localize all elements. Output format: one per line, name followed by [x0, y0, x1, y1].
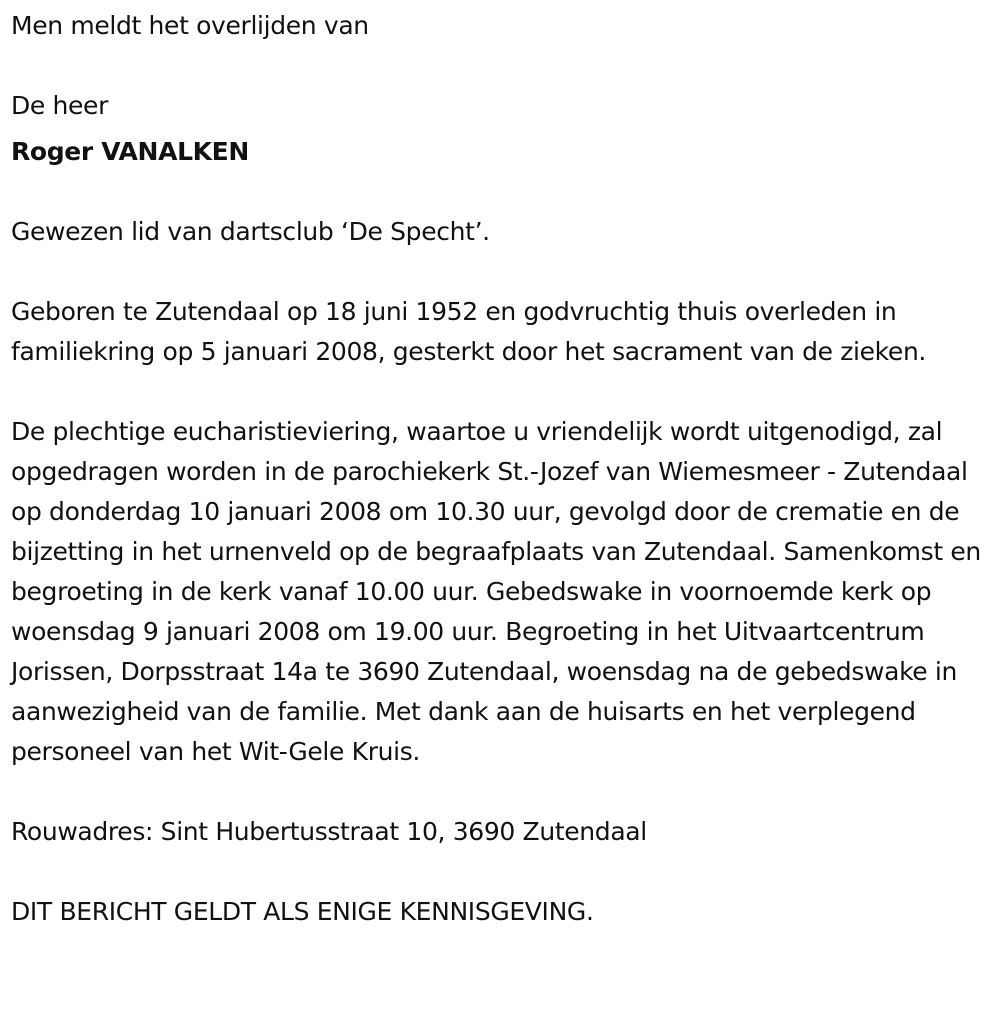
birth-death-paragraph: Geboren te Zutendaal op 18 juni 1952 en godvruchtig thuis overleden in familiekring op 5 januari 2008, gesterkt door het sacrament van de zieken.	[11, 297, 927, 366]
mourning-address: Rouwadres: Sint Hubertusstraat 10, 3690 Zutendaal	[11, 817, 647, 846]
ceremony-paragraph: De plechtige eucharistieviering, waartoe u vriendelijk wordt uitgenodigd, zal opgedragen worden in de parochiekerk St.-Jozef van Wiemesmeer - Zutendaal op donderdag 10 januari 2008 om 10.30 uur, gevolgd door de crematie en de bijzetting in het urnenveld op de begraafplaats van Zutendaal. Samenkomst en begroeting in de kerk vanaf 10.00 uur. Gebedswake in voornoemde kerk op woensdag 9 januari 2008 om 19.00 uur. Begroeting in het Uitvaartcentrum Jorissen, Dorpsstraat 14a te 3690 Zutendaal, woensdag na de gebedswake in aanwezigheid van de familie. Met dank aan de huisarts en het verplegend personeel van het Wit-Gele Kruis.	[11, 417, 981, 766]
honorific: De heer	[11, 91, 109, 120]
closing-line: DIT BERICHT GELDT ALS ENIGE KENNISGEVING.	[11, 897, 594, 926]
intro-line: Men meldt het overlijden van	[11, 11, 369, 40]
membership-line: Gewezen lid van dartsclub ‘De Specht’.	[11, 217, 490, 246]
deceased-name: Roger VANALKEN	[11, 137, 249, 166]
